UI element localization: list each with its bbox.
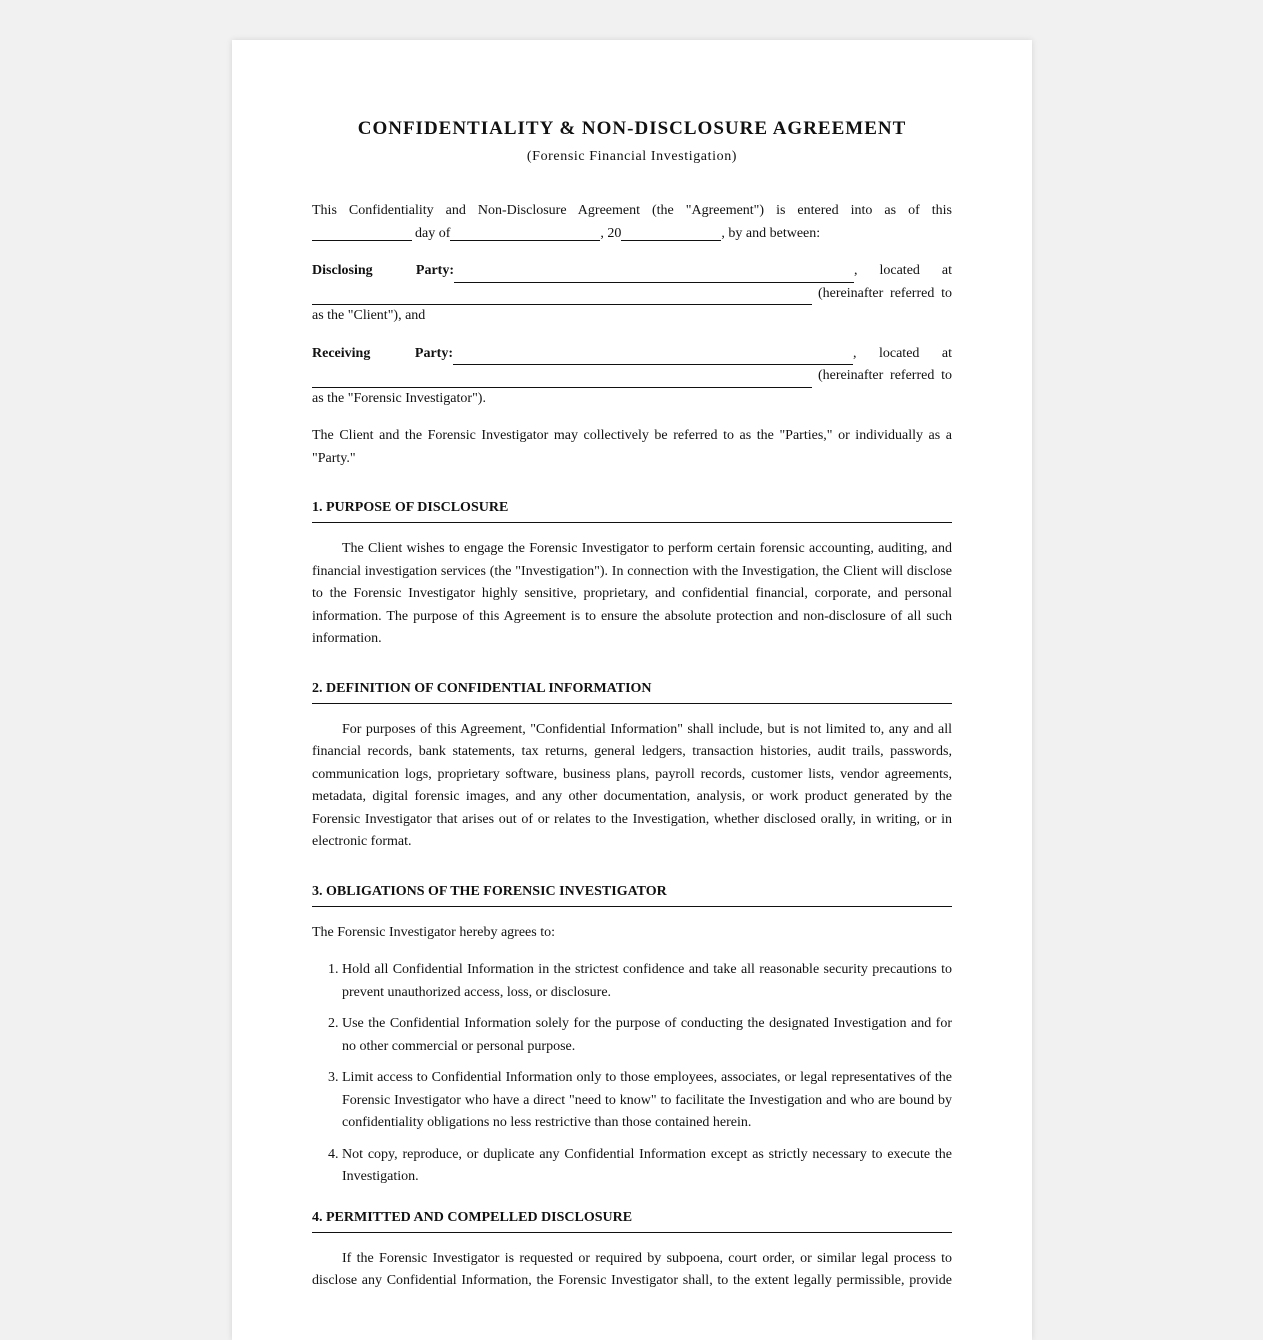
disclosing-name-blank[interactable] bbox=[454, 266, 854, 283]
receiving-name-blank[interactable] bbox=[453, 348, 853, 365]
document-title: CONFIDENTIALITY & NON-DISCLOSURE AGREEMENT bbox=[357, 118, 907, 139]
receiving-row-2 bbox=[312, 365, 952, 388]
section-body: For purposes of this Agreement, "Confidential Information" shall include, but is not limited to, any and all financial records, bank statements, tax returns, general ledgers, transaction histories, audit trails, passwords, communication logs, proprietary software, business plans, payroll records, customer lists, vendor agreements, metadata, digital forensic images, and any other documentation, analysis, or work product generated by the Forensic Investigator that arises out of or relates to the Investigation, whether disclosed orally, in writing, or in electronic format. bbox=[312, 721, 952, 849]
day-blank[interactable] bbox=[312, 224, 412, 241]
receiving-investigator-text: as the "Forensic Investigator"). bbox=[312, 390, 486, 406]
collective-paragraph: The Client and the Forensic Investigator may collectively be referred to as the "Parties," or individually as a "Party." bbox=[312, 428, 952, 466]
section-heading: 4. PERMITTED AND COMPELLED DISCLOSURE bbox=[312, 1209, 952, 1233]
section-heading: 3. OBLIGATIONS OF THE FORENSIC INVESTIGATOR bbox=[312, 883, 952, 907]
section-heading: 2. DEFINITION OF CONFIDENTIAL INFORMATION bbox=[312, 680, 952, 704]
section-obligations bbox=[312, 883, 952, 1189]
receiving-party-label: Receiving Party: bbox=[312, 345, 453, 361]
list-item: 1. Hold all Confidential Information in the strictest confidence and take all reasonable security precautions to prevent unauthorized access, loss, or disclosure. bbox=[342, 959, 952, 1004]
disclosing-party-block bbox=[312, 260, 952, 328]
receiving-party-block bbox=[312, 343, 952, 411]
receiving-hereinafter-text: (hereinafter referred to bbox=[818, 368, 952, 383]
year-prefix-text: , 20 bbox=[600, 225, 622, 241]
intro-date-line bbox=[312, 223, 952, 246]
intro-paragraph bbox=[312, 200, 952, 245]
section-definition bbox=[312, 680, 952, 854]
section-lead: The Forensic Investigator hereby agrees to: bbox=[312, 924, 555, 940]
section-heading: 1. PURPOSE OF DISCLOSURE bbox=[312, 499, 952, 523]
document-page bbox=[232, 40, 1032, 1340]
disclosing-row-1 bbox=[312, 260, 952, 283]
day-of-text: day of bbox=[415, 225, 451, 241]
intro-line: This Confidentiality and Non-Disclosure Agreement (the "Agreement") is entered into as of this bbox=[312, 203, 952, 218]
disclosing-hereinafter-text: (hereinafter referred to bbox=[818, 285, 952, 301]
receiving-located-text: , located at bbox=[853, 345, 952, 361]
document-subtitle: (Forensic Financial Investigation) bbox=[526, 149, 738, 164]
list-item: 4. Not copy, reproduce, or duplicate any Confidential Information except as strictly necessary to execute the Investigation. bbox=[342, 1144, 952, 1189]
document-content bbox=[312, 40, 952, 1293]
section-body: If the Forensic Investigator is requested or required by subpoena, court order, or similar legal process to disclose any Confidential Information, the Forensic Investigator shall, to the extent legally permissible, provide bbox=[312, 1250, 952, 1288]
section-disclosure bbox=[312, 1209, 952, 1293]
obligations-list bbox=[312, 959, 952, 1189]
year-blank[interactable] bbox=[621, 224, 721, 241]
section-purpose bbox=[312, 499, 952, 651]
list-item: 2. Use the Confidential Information solely for the purpose of conducting the designated Investigation and for no other commercial or personal purpose. bbox=[342, 1013, 952, 1058]
disclosing-located-text: , located at bbox=[854, 263, 952, 278]
disclosing-address-blank[interactable] bbox=[312, 288, 812, 305]
month-blank[interactable] bbox=[450, 224, 600, 241]
list-item: 3. Limit access to Confidential Information only to those employees, associates, or legal representatives of the Forensic Investigator who have a direct "need to know" to facilitate the Investigation and who are bound by confidentiality obligations no less restrictive than those contained herein. bbox=[342, 1067, 952, 1135]
disclosing-row-2 bbox=[312, 283, 952, 306]
receiving-row-1 bbox=[312, 343, 952, 366]
disclosing-client-text: as the "Client"), and bbox=[312, 308, 426, 323]
disclosing-party-label: Disclosing Party: bbox=[312, 263, 454, 278]
receiving-address-blank[interactable] bbox=[312, 371, 812, 388]
by-and-between-text: , by and between: bbox=[721, 225, 821, 241]
section-body: The Client wishes to engage the Forensic Investigator to perform certain forensic accounting, auditing, and financial investigation services (the "Investigation"). In connection with the Investigation, the Client will disclose to the Forensic Investigator highly sensitive, proprietary, and confidential financial, corporate, and personal information. The purpose of this Agreement is to ensure the absolute protection and non-disclosure of all such information. bbox=[312, 541, 952, 646]
